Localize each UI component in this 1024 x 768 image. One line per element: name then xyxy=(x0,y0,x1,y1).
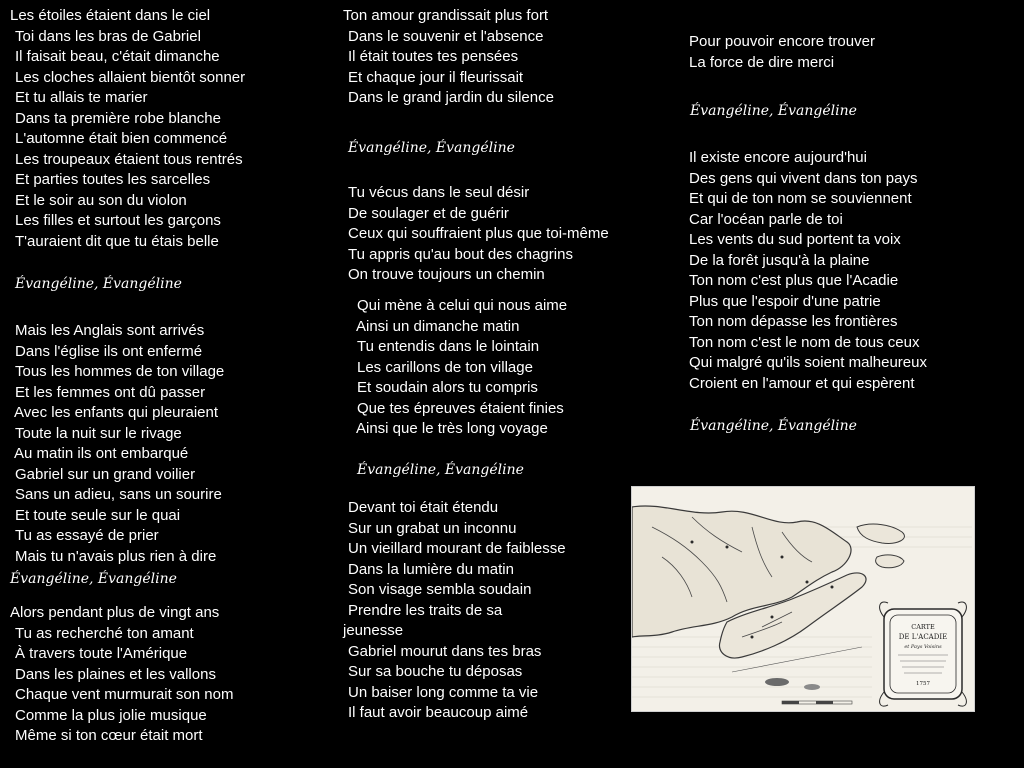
stanza-1 xyxy=(10,6,245,252)
poem-line: Dans la lumière du matin xyxy=(348,560,514,578)
stanza-9 xyxy=(689,148,927,394)
poem-line: Son visage sembla soudain xyxy=(348,581,532,598)
poem-line: jeunesse xyxy=(343,622,404,639)
poem-line: Ainsi un dimanche matin xyxy=(356,317,520,335)
poem-line: Dans ta première robe blanche xyxy=(15,109,221,127)
poem-line: Les cloches allaient bientôt sonner xyxy=(15,68,246,86)
poem-line: Tu as essayé de prier xyxy=(15,527,159,544)
poem-line: Et les femmes ont dû passer xyxy=(15,383,206,401)
poem-line: Il était toutes tes pensées xyxy=(348,48,519,65)
poem-line: Plus que l'espoir d'une patrie xyxy=(689,292,881,310)
poem-line: Pour pouvoir encore trouver xyxy=(689,33,875,50)
refrain-heading: Évangéline, Évangéline xyxy=(348,140,515,156)
poem-line: Des gens qui vivent dans ton pays xyxy=(689,169,918,187)
poem-line: Et qui de ton nom se souviennent xyxy=(689,190,912,207)
poem-line: Et tu allais te marier xyxy=(15,89,148,106)
poem-line: Sans un adieu, sans un sourire xyxy=(15,486,222,503)
poem-line: Qui mène à celui qui nous aime xyxy=(357,297,568,314)
map-title-line3: et Pays Voisins xyxy=(904,644,942,650)
map-year: 1757 xyxy=(916,681,930,687)
poem-line: Sur un grabat un inconnu xyxy=(348,519,517,537)
poem-line: Croient en l'amour et qui espèrent xyxy=(689,374,915,392)
poem-line: De soulager et de guérir xyxy=(348,204,509,222)
poem-line: Tous les hommes de ton village xyxy=(15,363,225,380)
poem-line: Sur sa bouche tu déposas xyxy=(348,663,523,680)
poem-line: Il existe encore aujourd'hui xyxy=(689,149,867,166)
poem-line: Dans le grand jardin du silence xyxy=(348,89,554,106)
stanza-8 xyxy=(689,32,875,73)
poem-line: Alors pendant plus de vingt ans xyxy=(10,604,220,621)
poem-line: Ton nom dépasse les frontières xyxy=(689,313,898,330)
poem-line: Il faisait beau, c'était dimanche xyxy=(15,48,220,65)
poem-line: L'automne était bien commencé xyxy=(15,130,228,147)
refrain-heading: Évangéline, Évangéline xyxy=(15,276,182,292)
poem-line: Tu vécus dans le seul désir xyxy=(348,184,530,201)
poem-line: Les carillons de ton village xyxy=(357,358,533,376)
poem-line: Que tes épreuves étaient finies xyxy=(357,399,564,417)
poem-line: Au matin ils ont embarqué xyxy=(14,445,189,462)
stanza-6 xyxy=(352,296,567,440)
poem-line: Avec les enfants qui pleuraient xyxy=(14,404,219,421)
poem-line: On trouve toujours un chemin xyxy=(348,266,545,283)
poem-line: Même si ton cœur était mort xyxy=(15,727,203,744)
stanza-7 xyxy=(343,498,566,724)
poem-line: Et parties toutes les sarcelles xyxy=(15,171,211,188)
poem-line: Tu appris qu'au bout des chagrins xyxy=(348,245,573,263)
poem-line: Ainsi que le très long voyage xyxy=(356,420,548,437)
poem-line: Gabriel sur un grand voilier xyxy=(15,465,196,483)
refrain-heading: Évangéline, Évangéline xyxy=(690,418,857,434)
poem-line: Ton amour grandissait plus fort xyxy=(343,7,549,24)
poem-line: Un vieillard mourant de faiblesse xyxy=(348,540,566,557)
poem-line: Un baiser long comme ta vie xyxy=(348,683,539,701)
poem-line: Chaque vent murmurait son nom xyxy=(15,686,234,703)
acadia-map-image xyxy=(631,486,975,712)
poem-line: Ton nom c'est le nom de tous ceux xyxy=(689,333,920,351)
poem-line: Et le soir au son du violon xyxy=(15,191,187,209)
poem-line: Mais les Anglais sont arrivés xyxy=(15,322,205,339)
poem-line: T'auraient dit que tu étais belle xyxy=(15,232,219,250)
poem-line: Car l'océan parle de toi xyxy=(689,210,843,228)
poem-line: Et chaque jour il fleurissait xyxy=(348,68,524,86)
refrain-heading: Évangéline, Évangéline xyxy=(690,103,857,119)
poem-line: Les troupeaux étaient tous rentrés xyxy=(15,150,243,168)
map-title-line1: CARTE xyxy=(911,623,935,631)
poem-line: Il faut avoir beaucoup aimé xyxy=(348,704,529,721)
poem-line: Les étoiles étaient dans le ciel xyxy=(10,7,211,24)
stanza-3 xyxy=(10,603,233,747)
poem-line: Dans l'église ils ont enfermé xyxy=(15,342,203,360)
poem-line: Les filles et surtout les garçons xyxy=(15,212,221,229)
poem-line: Mais tu n'avais plus rien à dire xyxy=(15,547,217,565)
stanza-5 xyxy=(343,183,609,286)
poem-line: Toi dans les bras de Gabriel xyxy=(15,27,201,45)
poem-line: Qui malgré qu'ils soient malheureux xyxy=(689,354,927,371)
poem-line: Gabriel mourut dans tes bras xyxy=(348,642,542,660)
poem-line: Prendre les traits de sa xyxy=(348,601,503,619)
poem-line: Ceux qui souffraient plus que toi-même xyxy=(348,225,609,242)
poem-line: Ton nom c'est plus que l'Acadie xyxy=(689,272,899,289)
refrain-heading: Évangéline, Évangéline xyxy=(10,571,177,587)
poem-line: Toute la nuit sur le rivage xyxy=(15,424,182,442)
poem-line: À travers toute l'Amérique xyxy=(15,645,188,662)
poem-line: Dans les plaines et les vallons xyxy=(15,665,216,683)
poem-line: Et soudain alors tu compris xyxy=(357,379,538,396)
poem-line: Tu entendis dans le lointain xyxy=(357,338,540,355)
stanza-4 xyxy=(343,6,554,109)
poem-line: Les vents du sud portent ta voix xyxy=(689,231,901,248)
map-title-line2: DE L'ACADIE xyxy=(898,633,948,641)
poem-line: Devant toi était étendu xyxy=(348,499,499,516)
poem-line: Et toute seule sur le quai xyxy=(15,506,181,524)
poem-line: Tu as recherché ton amant xyxy=(15,624,194,642)
poem-line: Dans le souvenir et l'absence xyxy=(348,27,544,45)
poem-line: De la forêt jusqu'à la plaine xyxy=(689,251,870,269)
refrain-heading: Évangéline, Évangéline xyxy=(357,462,524,478)
poem-line: La force de dire merci xyxy=(689,53,835,71)
poem-line: Comme la plus jolie musique xyxy=(15,706,207,724)
stanza-2 xyxy=(10,321,224,567)
